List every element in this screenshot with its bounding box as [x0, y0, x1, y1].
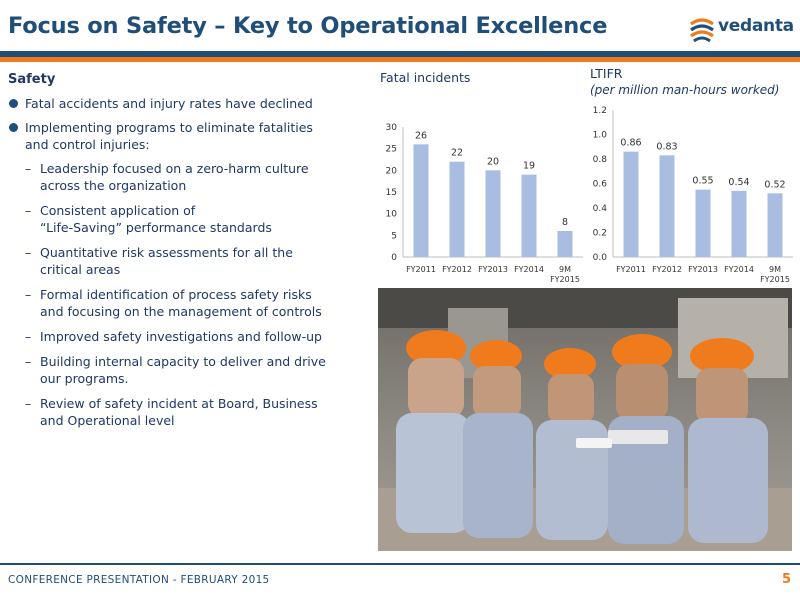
y-tick-label: 5	[391, 231, 397, 242]
slide-title: Focus on Safety – Key to Operational Excellence	[8, 13, 608, 39]
dash-icon: –	[25, 245, 32, 260]
y-tick-label: 15	[385, 188, 397, 198]
bar	[768, 193, 783, 257]
x-tick-label: FY2013	[688, 265, 718, 274]
y-tick-label: 10	[385, 209, 397, 220]
data-label: 19	[522, 160, 536, 172]
safety-points	[8, 72, 360, 437]
fatal-chart-title: Fatal incidents	[380, 70, 471, 85]
x-tick-label: FY2011	[406, 265, 436, 274]
bar	[558, 231, 573, 257]
x-tick-label: FY2012	[442, 265, 472, 274]
y-tick-label: 0.8	[592, 155, 607, 165]
data-label: 0.86	[620, 137, 642, 149]
x-tick-label: FY2012	[652, 265, 682, 274]
bar	[486, 170, 501, 257]
bar	[450, 162, 465, 257]
sub-bullet-item	[8, 353, 360, 387]
x-tick-label: FY2013	[478, 265, 508, 274]
dash-icon: –	[25, 203, 32, 218]
ltifr-chart-subtitle: (per million man-hours worked)	[590, 83, 780, 97]
header-rule-orange	[0, 57, 800, 62]
bullet-text: Implementing programs to eliminate fatalities and control injuries:	[25, 120, 313, 152]
bullet-item	[8, 119, 360, 153]
bar	[414, 144, 429, 257]
sub-bullet-text: Leadership focused on a zero-harm culture across the organization	[40, 161, 309, 193]
sub-bullet-text: Building internal capacity to deliver and drive our programs.	[40, 354, 326, 386]
x-tick-label: FY2011	[616, 265, 646, 274]
y-tick-label: 0.4	[592, 204, 607, 214]
y-tick-label: 20	[385, 166, 397, 177]
vedanta-logo-icon	[688, 14, 716, 44]
x-tick-label: 9M FY2015	[760, 265, 790, 284]
data-label: 0.55	[692, 175, 714, 187]
ltifr-chart-title: LTIFR	[590, 66, 623, 81]
sub-bullet-item	[8, 160, 360, 194]
sub-bullet-item	[8, 202, 360, 236]
x-tick-label: FY2014	[514, 265, 544, 274]
bar	[696, 190, 711, 257]
dash-icon: –	[25, 329, 32, 344]
workers-photo	[378, 288, 792, 551]
bar	[732, 191, 747, 257]
data-label: 0.52	[764, 179, 786, 191]
bar	[624, 152, 639, 257]
y-tick-label: 25	[385, 144, 397, 155]
data-label: 0.83	[656, 141, 678, 153]
sub-bullet-item	[8, 244, 360, 278]
sub-bullet-text: Formal identification of process safety risks and focusing on the management of controls	[40, 287, 322, 319]
y-tick-label: 1.0	[592, 130, 607, 141]
sub-bullet-item	[8, 286, 360, 320]
x-tick-label: FY2014	[724, 265, 754, 274]
footer-rule	[0, 563, 800, 565]
dash-icon: –	[25, 161, 32, 176]
x-tick-label: 9M FY2015	[550, 265, 580, 284]
sub-bullet-item	[8, 328, 360, 345]
vedanta-logo	[688, 14, 792, 46]
y-tick-label: 0.6	[592, 179, 607, 190]
footer-text: CONFERENCE PRESENTATION - FEBRUARY 2015	[8, 574, 270, 586]
sub-bullet-text: Improved safety investigations and follow-up	[40, 329, 322, 344]
y-tick-label: 0	[391, 253, 397, 263]
bullet-text: Fatal accidents and injury rates have declined	[25, 96, 313, 111]
ltifr-chart	[578, 102, 793, 285]
data-label: 26	[414, 130, 428, 142]
data-label: 22	[450, 147, 464, 159]
page-number: 5	[781, 572, 791, 587]
data-label: 20	[486, 156, 500, 168]
y-tick-label: 0.0	[592, 253, 607, 263]
bullet-dot-icon	[9, 123, 18, 132]
fatal-incidents-chart	[370, 110, 585, 285]
bullet-item	[8, 95, 360, 112]
bullet-dot-icon	[9, 99, 18, 108]
y-tick-label: 1.2	[592, 106, 607, 116]
sub-bullet-text: Consistent application of “Life-Saving” performance standards	[40, 203, 272, 235]
data-label: 0.54	[728, 176, 750, 188]
safety-heading: Safety	[8, 72, 56, 87]
data-label: 8	[561, 217, 569, 228]
bar	[522, 175, 537, 257]
sub-bullet-text: Quantitative risk assessments for all the critical areas	[40, 245, 293, 277]
y-tick-label: 0.2	[592, 228, 607, 239]
logo-wordmark: vedanta	[718, 16, 794, 36]
dash-icon: –	[25, 396, 32, 411]
dash-icon: –	[25, 354, 32, 369]
sub-bullet-item	[8, 395, 360, 429]
bar	[660, 155, 675, 257]
sub-bullet-text: Review of safety incident at Board, Business and Operational level	[40, 396, 318, 428]
y-tick-label: 30	[385, 123, 397, 133]
dash-icon: –	[25, 287, 32, 302]
